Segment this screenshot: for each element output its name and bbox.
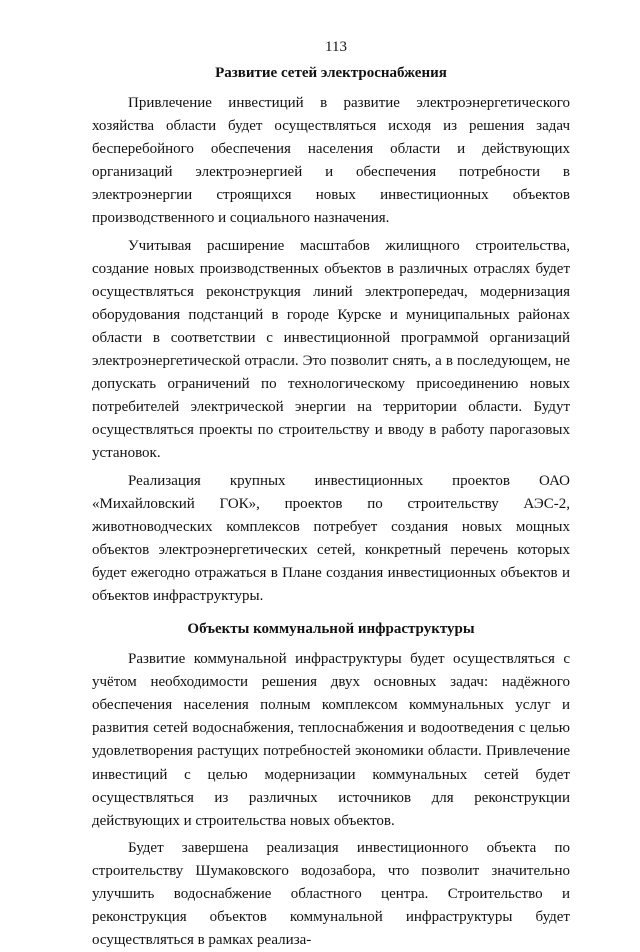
paragraph: Реализация крупных инвестиционных проектов ОАО «Михайловский ГОК», проектов по строительству АЭС-2, животноводческих комплексов потребует создания новых мощных объектов электроэнергетических сетей, конкретный перечень которых будет ежегодно отражаться в Плане создания инвестиционных объектов и объектов инфраструктуры. bbox=[92, 472, 570, 604]
section-title-power-supply: Развитие сетей электроснабжения bbox=[215, 65, 447, 81]
section-communal-infrastructure bbox=[92, 620, 570, 952]
paragraph: Развитие коммунальной инфраструктуры будет осуществляться с учётом необходимости решения двух основных задач: надёжного обеспечения населения полным комплексом коммунальных услуг и развития сетей водоснабжения, теплоснабжения и водоотведения с целью удовлетворения растущих потребностей экономики области. Привлечение инвестиций с целью модернизации коммунальных сетей будет осуществляться из различных источников для реконструкции действующих и строительства новых объектов. bbox=[92, 651, 570, 829]
paragraph: Будет завершена реализация инвестиционного объекта по строительству Шумаковского водозабора, что позволит значительно улучшить водоснабжение областного центра. Строительство и реконструкция объектов коммунальной инфраструктуры будет осуществляться в рамках реализа- bbox=[92, 839, 570, 949]
section-power-supply bbox=[92, 64, 570, 608]
page-number: 113 bbox=[325, 39, 347, 55]
paragraph: Привлечение инвестиций в развитие электроэнергетического хозяйства области будет осуществляться исходя из решения задач бесперебойного обеспечения населения области и действующих организаций электроэнергией и обеспечения потребности в электроэнергии строящихся новых инвестиционных объектов производственного и социального назначения. bbox=[92, 95, 570, 227]
section-title-communal-infrastructure: Объекты коммунальной инфраструктуры bbox=[187, 621, 475, 638]
paragraph: Учитывая расширение масштабов жилищного строительства, создание новых производственных объектов в различных отраслях будет осуществляться реконструкция линий электропередач, модернизация оборудования подстанций в городе Курске и муниципальных районах области в соответствии с инвестиционной программой организаций электроэнергетической отрасли. Это позволит снять, а в последующем, не допускать ограничений по технологическому присоединению новых потребителей электрической энергии на территории области. Будут осуществляться проекты по строительству и вводу в работу парогазовых установок. bbox=[92, 237, 570, 462]
document-page bbox=[92, 38, 570, 952]
